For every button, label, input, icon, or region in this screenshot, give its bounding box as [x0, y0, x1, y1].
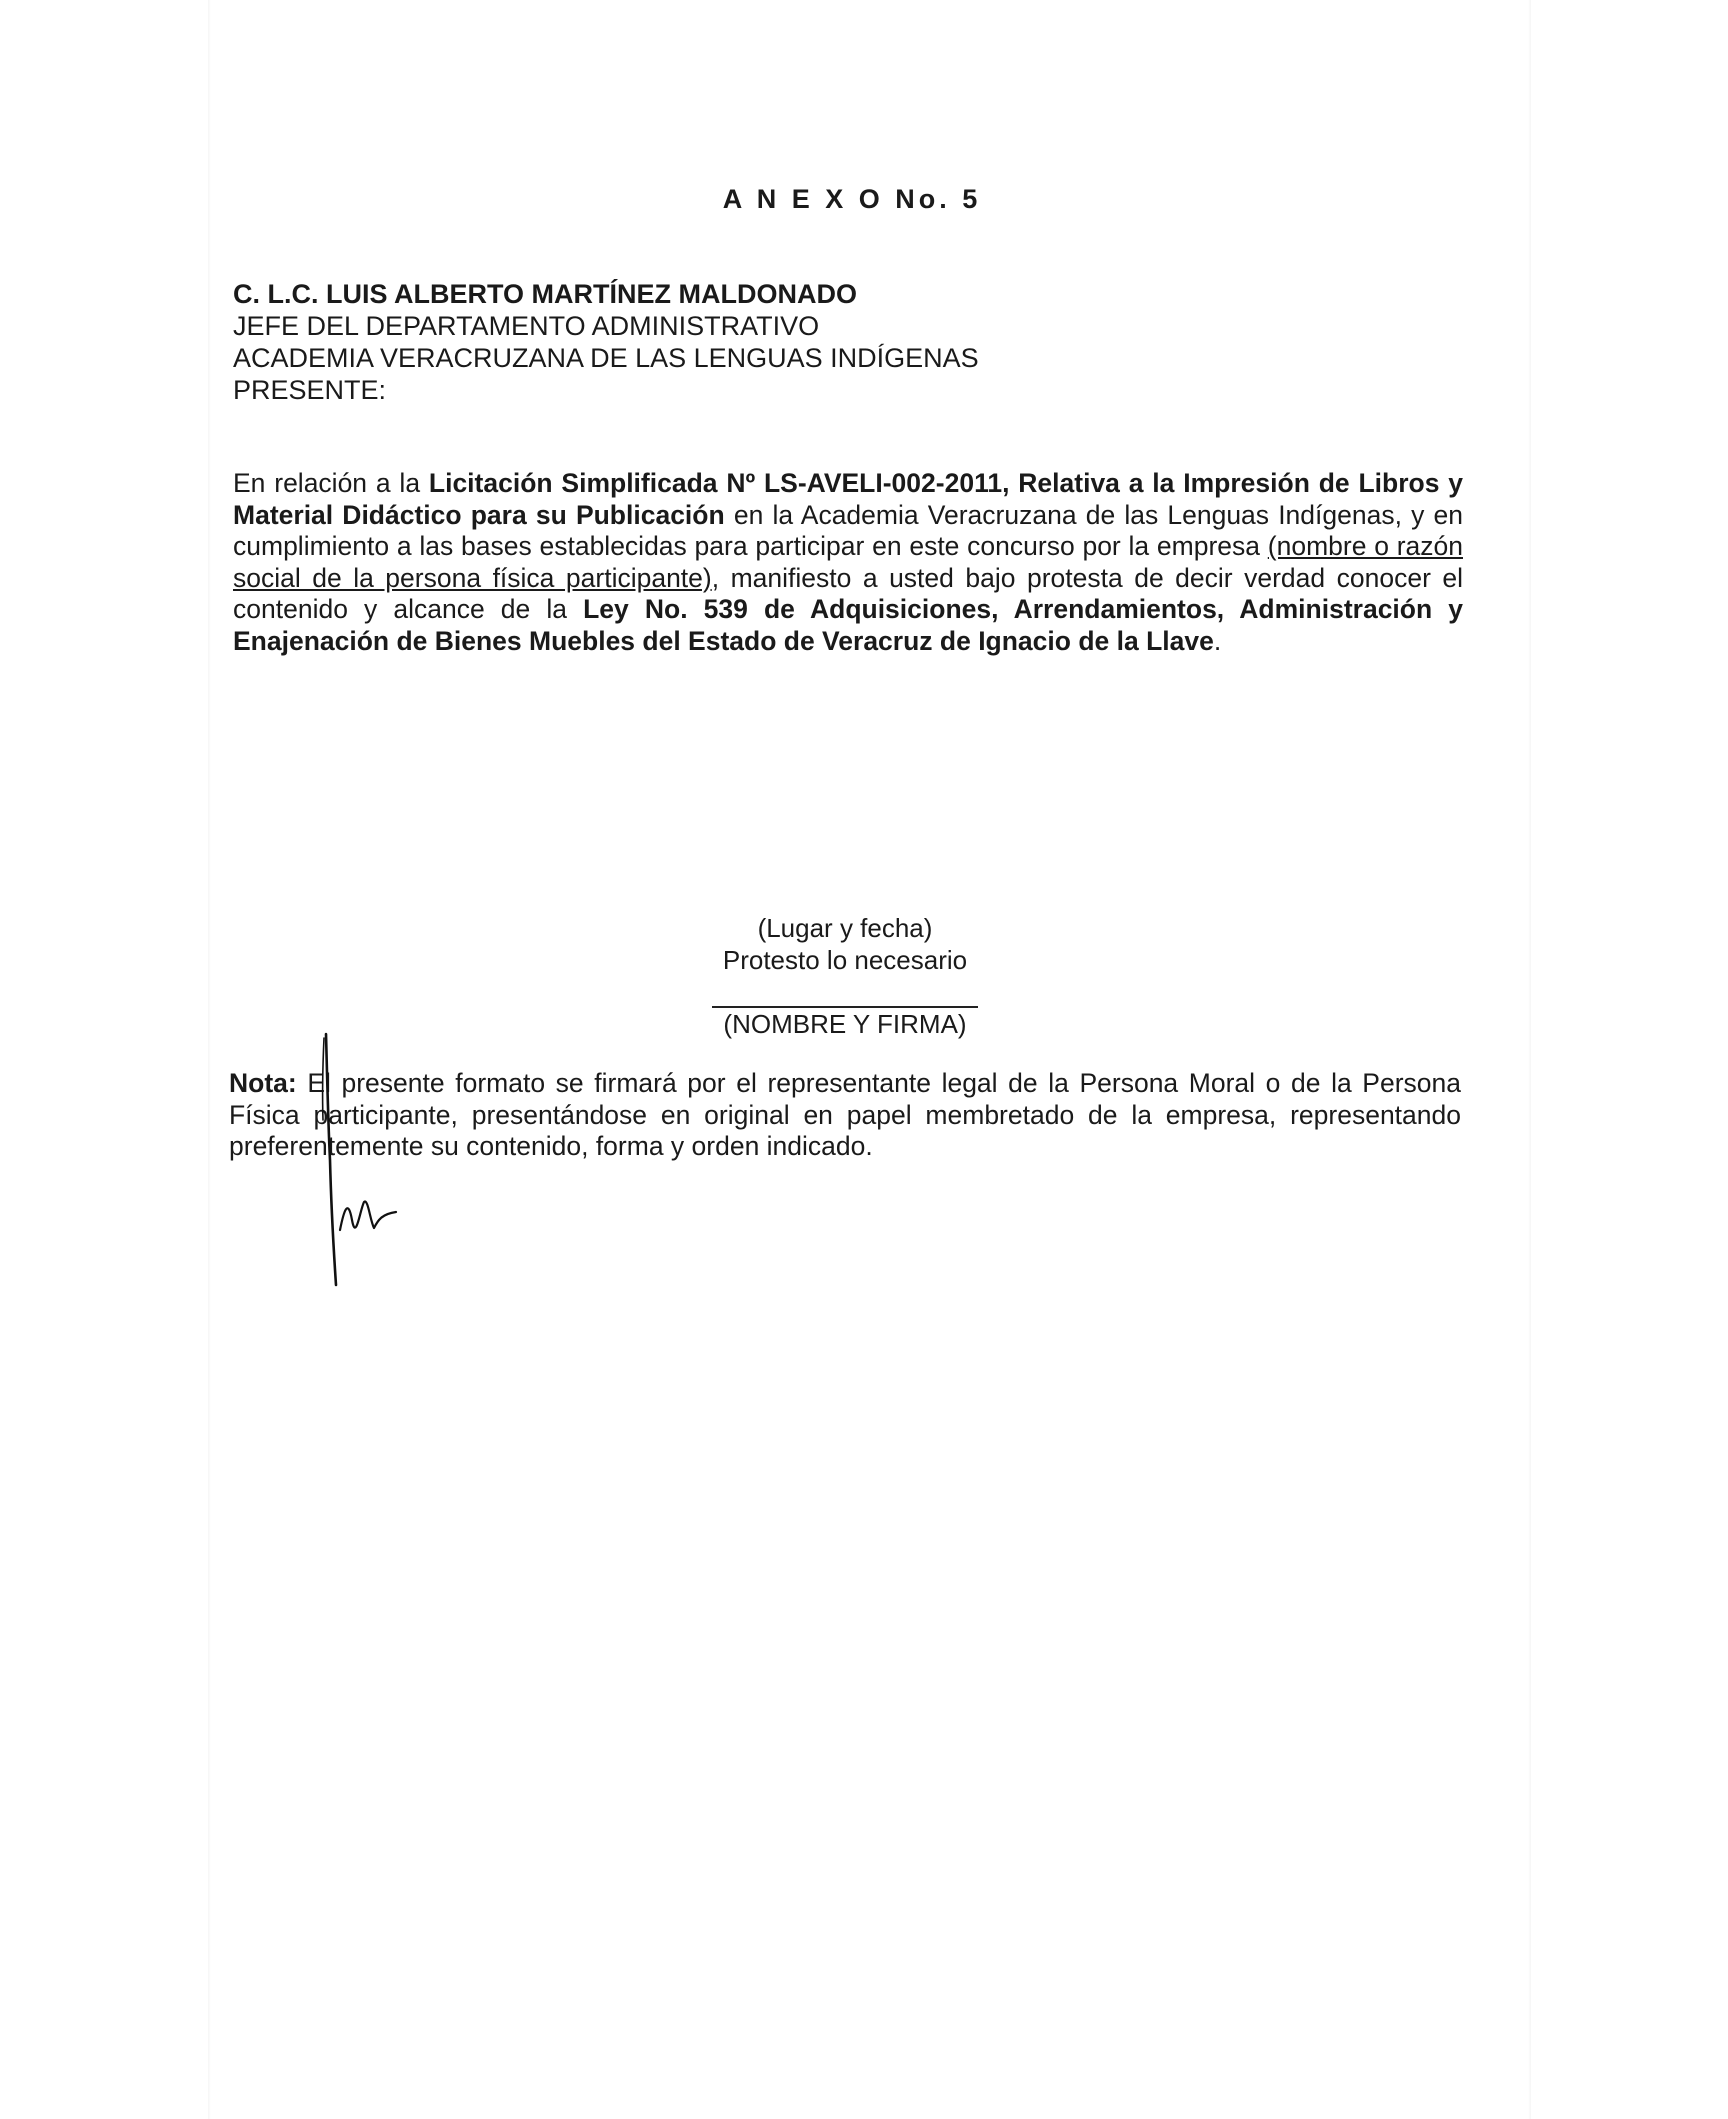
closing-block [0, 912, 1690, 976]
addressee-institution: ACADEMIA VERACRUZANA DE LAS LENGUAS INDÍGENAS [233, 343, 979, 373]
protest-line: Protesto lo necesario [722, 945, 968, 975]
law-reference: Ley No. 539 de Adquisiciones, Arrendamientos, Administración y Enajenación de Bienes Muebles del Estado de Veracruz de Ignacio de la Llave [233, 594, 1463, 656]
addressee-block [233, 278, 979, 406]
company-placeholder: (nombre o razón social de la persona física participante) [233, 531, 1463, 593]
scan-edge-right [1528, 0, 1531, 2119]
body-middle: en la Academia Veracruzana de las Lenguas Indígenas, y en cumplimiento a las bases establecidas para participar en este concurso por la empresa [233, 499, 1463, 561]
addressee-salutation: PRESENTE: [233, 375, 387, 405]
body-paragraph [233, 468, 1463, 657]
body-continuation: , manifiesto a usted bajo protesta de decir verdad conocer el contenido y alcance de la [233, 562, 1464, 624]
addressee-name: C. L.C. LUIS ALBERTO MARTÍNEZ MALDONADO [233, 279, 857, 309]
note-text: El presente formato se firmará por el representante legal de la Persona Moral o de la Persona Física participante, presentándose en original en papel membretado de la empresa, representando preferentemente su contenido, forma y orden indicado. [229, 1068, 1461, 1161]
addressee-position: JEFE DEL DEPARTAMENTO ADMINISTRATIVO [233, 311, 820, 341]
note-label: Nota: [229, 1068, 297, 1098]
document-title: A N E X O No. 5 [722, 184, 982, 214]
bid-reference: Licitación Simplificada Nº LS-AVELI-002-2011, Relativa a la Impresión de Libros y Material Didáctico para su Publicación [233, 468, 1463, 530]
signature-caption: (NOMBRE Y FIRMA) [723, 1009, 967, 1039]
scan-edge-left [208, 0, 211, 2119]
place-date: (Lugar y fecha) [757, 913, 933, 943]
body-intro: En relación a la [233, 468, 429, 498]
body-ending: . [1213, 625, 1222, 656]
handwritten-signature [300, 1030, 420, 1290]
